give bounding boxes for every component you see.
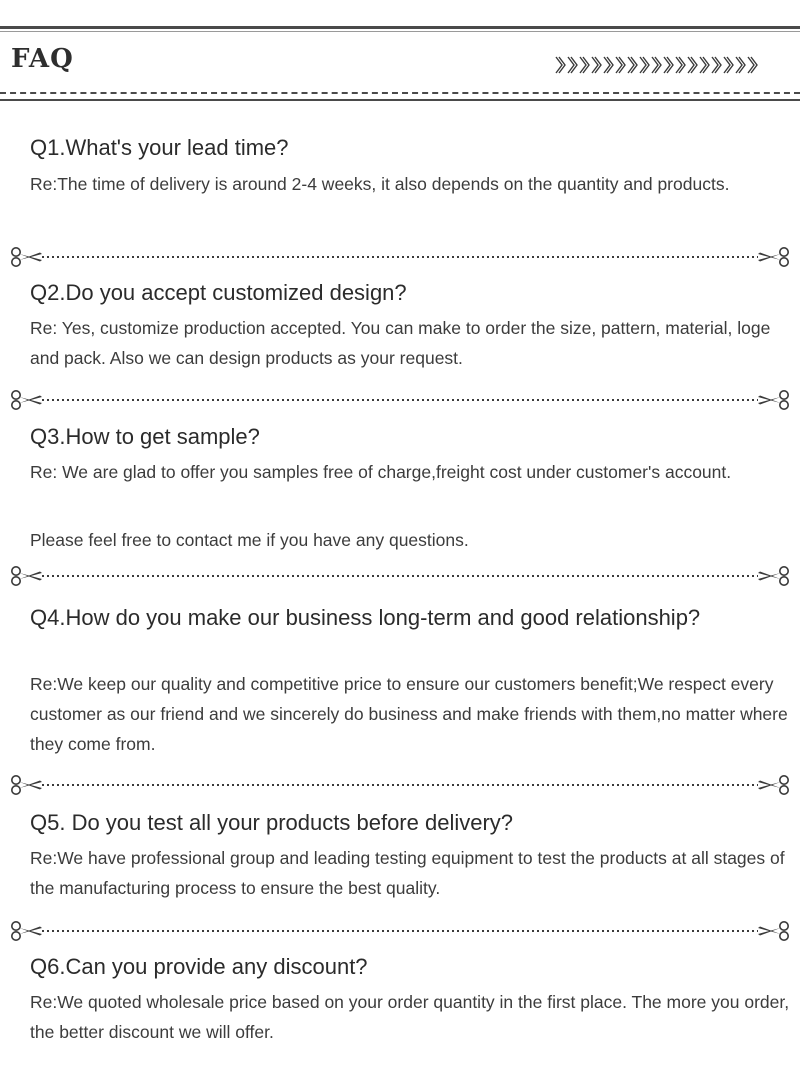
scissors-icon <box>12 391 42 409</box>
header-bottom-rule <box>0 99 800 101</box>
scissors-icon <box>758 248 788 266</box>
scissors-divider-1 <box>0 245 800 269</box>
faq-answer-4: Re:We keep our quality and competitive price to ensure our customers benefit;We respect every customer as our friend and we sincerely do business and make friends with them,no matter where they come from. <box>30 674 788 754</box>
scissors-divider-2 <box>0 388 800 412</box>
faq-answer-2: Re: Yes, customize production accepted. You can make to order the size, pattern, material, loge and pack. Also we can design products as your request. <box>30 318 771 368</box>
scissors-divider-5 <box>0 919 800 943</box>
faq-answer-3: Re: We are glad to offer you samples free of charge,freight cost under customer's account. <box>30 462 732 482</box>
header-dashed-rule <box>0 92 800 94</box>
scissors-icon <box>758 567 788 585</box>
page-title: FAQ <box>11 44 74 74</box>
faq-note-3: Please feel free to contact me if you have any questions. <box>30 530 469 550</box>
scissors-icon <box>758 922 788 940</box>
scissors-icon <box>12 922 42 940</box>
faq-answer-1: Re:The time of delivery is around 2-4 weeks, it also depends on the quantity and products. <box>30 174 730 194</box>
chevron-right-icon <box>553 52 763 78</box>
scissors-icon <box>12 776 42 794</box>
header-top-rule <box>0 26 800 29</box>
faq-answer-6: Re:We quoted wholesale price based on your order quantity in the first place. The more you order, the better discount we will offer. <box>30 992 790 1042</box>
scissors-icon <box>12 248 42 266</box>
faq-question-4: Q4.How do you make our business long-term and good relationship? <box>30 605 701 630</box>
header-top-rule-thin <box>0 31 800 32</box>
faq-question-1: Q1.What's your lead time? <box>30 135 289 160</box>
faq-question-6: Q6.Can you provide any discount? <box>30 954 368 979</box>
scissors-divider-4 <box>0 773 800 797</box>
scissors-divider-3 <box>0 564 800 588</box>
faq-question-5: Q5. Do you test all your products before delivery? <box>30 810 514 835</box>
faq-answer-5: Re:We have professional group and leading testing equipment to test the products at all stages of the manufacturing process to ensure the best quality. <box>30 848 785 898</box>
faq-question-2: Q2.Do you accept customized design? <box>30 280 407 305</box>
scissors-icon <box>758 391 788 409</box>
faq-question-3: Q3.How to get sample? <box>30 424 260 449</box>
scissors-icon <box>758 776 788 794</box>
scissors-icon <box>12 567 42 585</box>
